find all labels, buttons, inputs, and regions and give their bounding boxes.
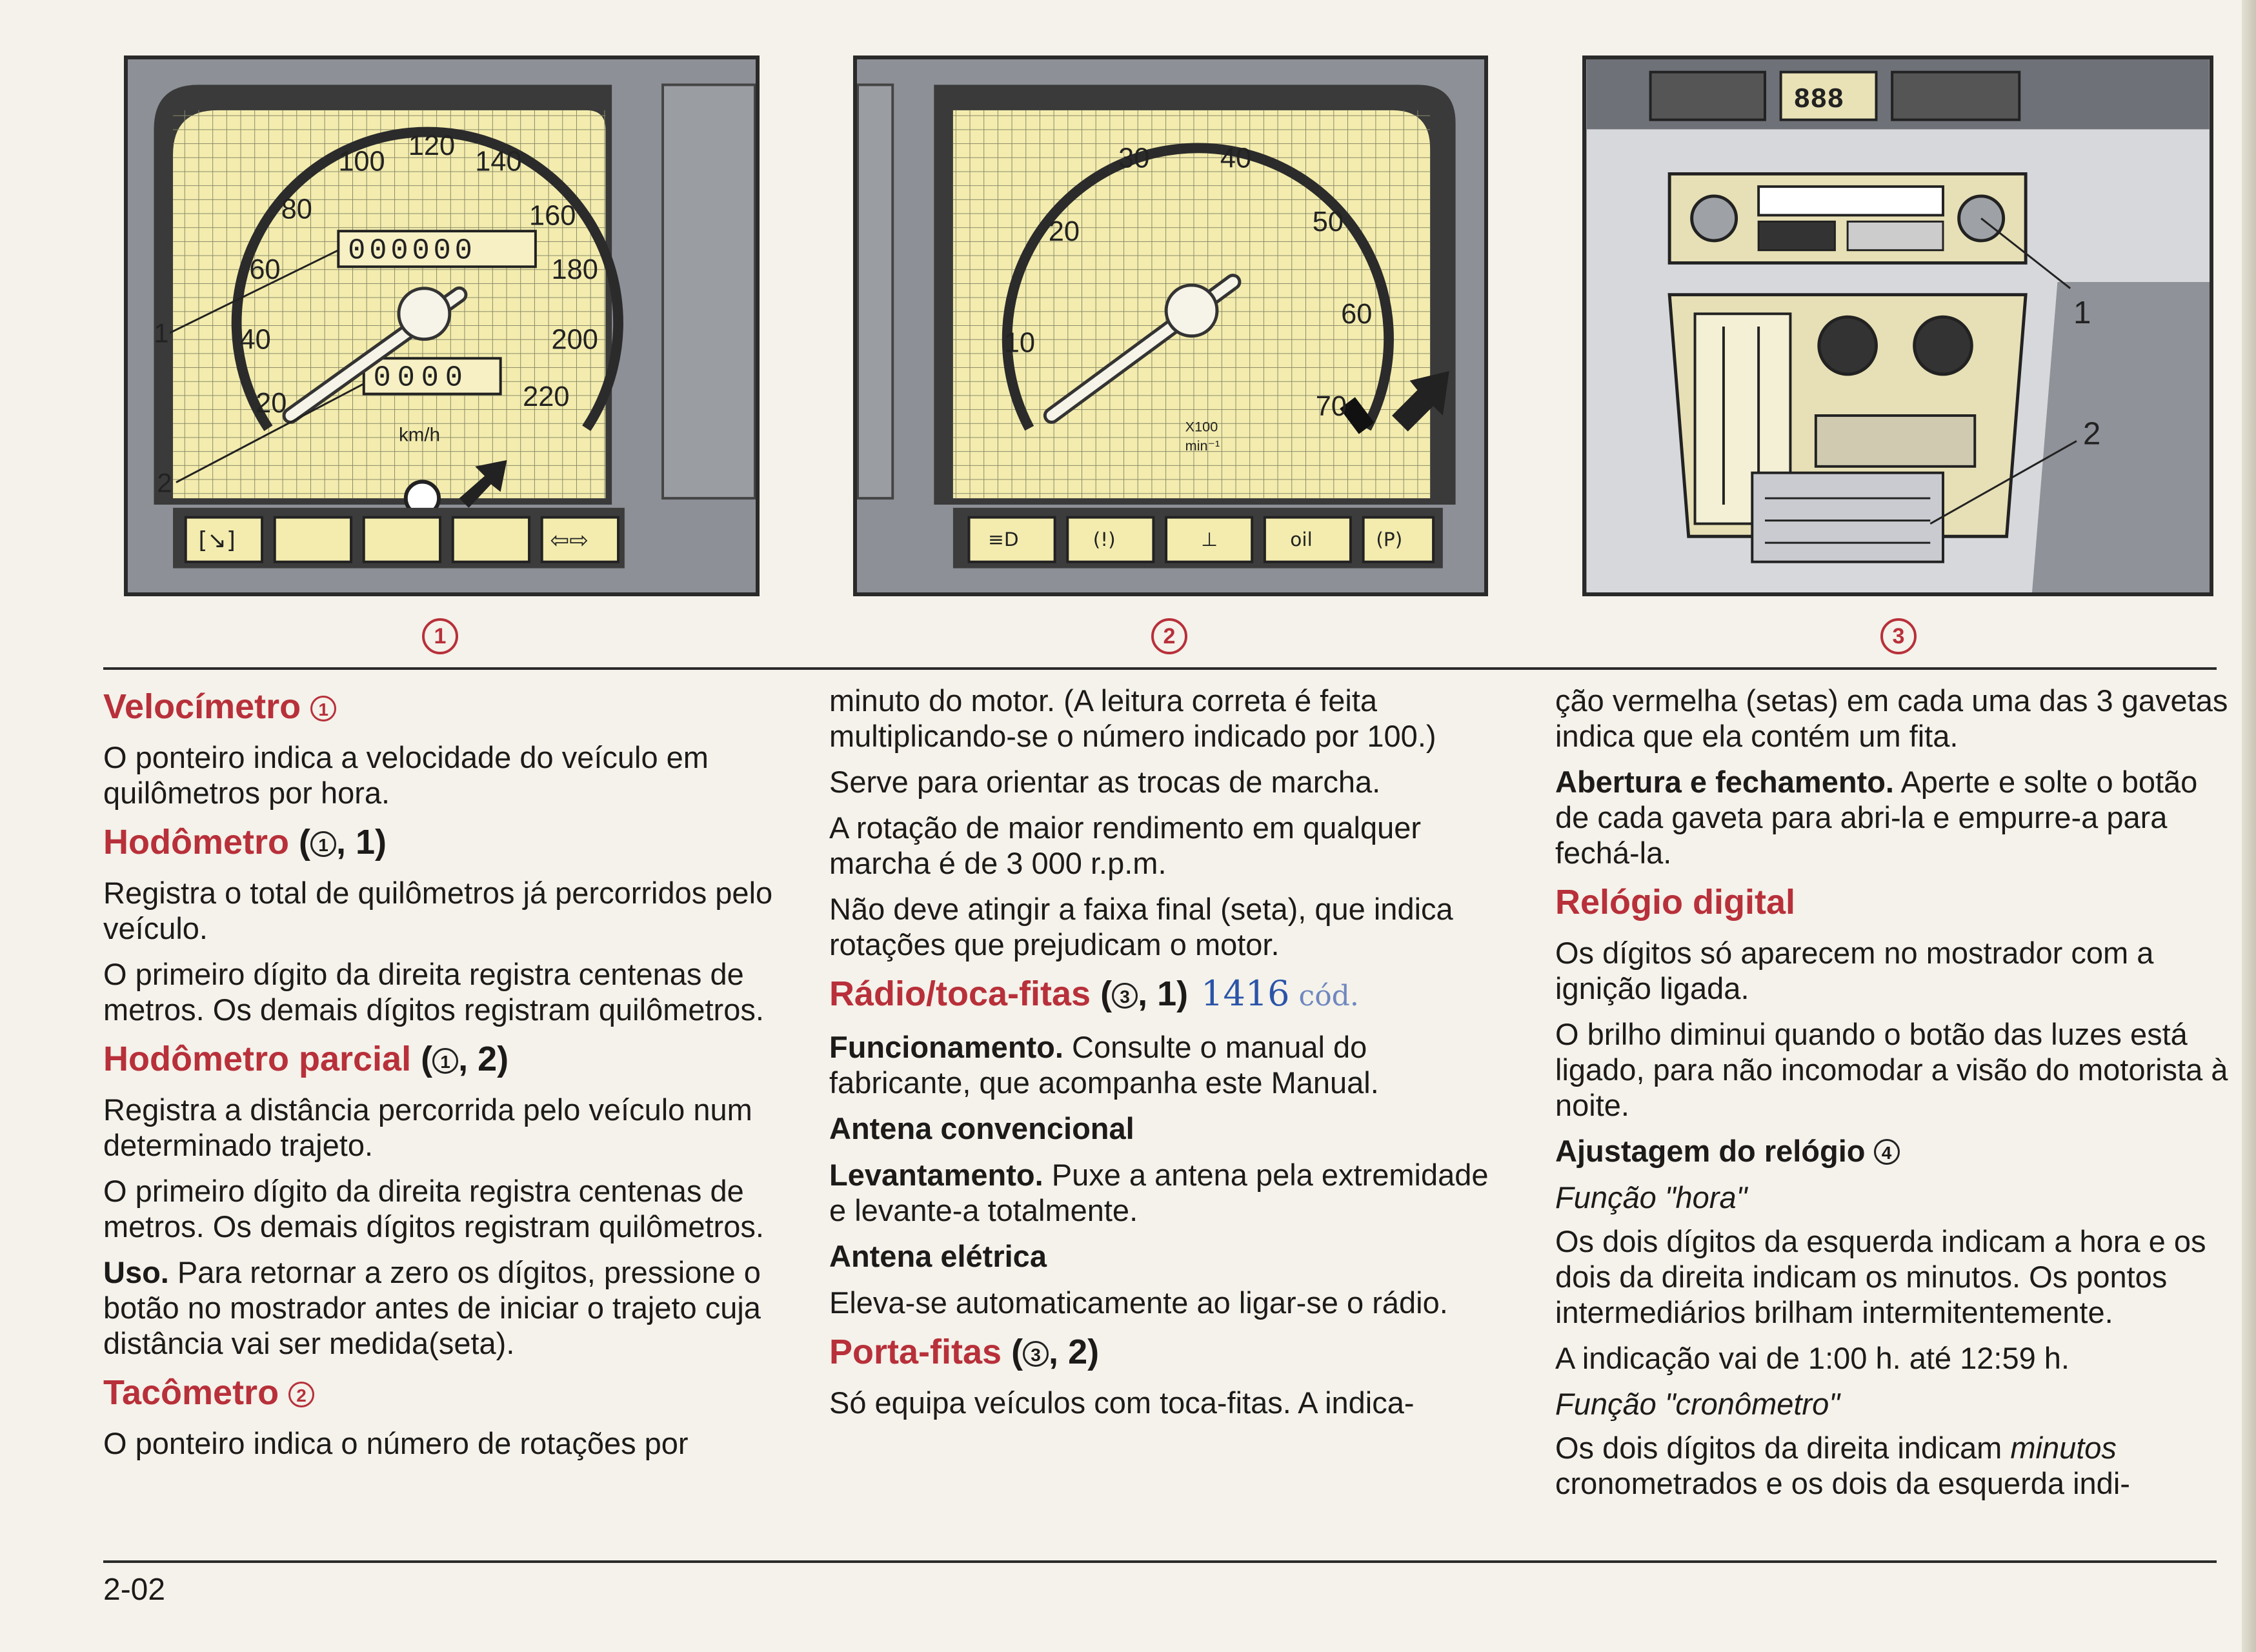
bottom-rule: [103, 1560, 2217, 1563]
speed-unit: km/h: [398, 424, 441, 446]
rpm-tick: 50: [1312, 206, 1344, 238]
console-illustration: [1586, 59, 2210, 592]
figure-ref: 1: [432, 1048, 458, 1074]
speedometer-illustration: [128, 59, 756, 592]
figure-number: 2: [1151, 618, 1187, 654]
paragraph: A rotação de maior rendimento em qualquer marcha é de 3 000 r.p.m.: [829, 811, 1422, 880]
heading-ajustagem: Ajustagem do relógio 4: [1555, 1133, 2239, 1169]
figure-number: 3: [1880, 618, 1917, 654]
button-label: ⇦⇨: [550, 527, 589, 554]
speed-tick: 200: [551, 324, 598, 356]
paragraph: Abertura e fechamento. Aperte e solte o botão de cada gaveta para abri-la e empurre-a para fechá-la.: [1555, 765, 2198, 870]
paragraph: O brilho diminui quando o botão das luzes está ligado, para não incomodar a visão do motorista à noite.: [1555, 1017, 2228, 1122]
lamp-label: (!): [1093, 529, 1116, 551]
handwritten-code: 1416: [1201, 973, 1290, 1014]
paragraph: Só equipa veículos com toca-fitas. A indica-: [829, 1385, 1415, 1420]
paragraph: Os dígitos só aparecem no mostrador com a ignição ligada.: [1555, 936, 2154, 1005]
rpm-tick: 40: [1220, 143, 1252, 174]
heading-radio: Rádio/toca-fitas ( 3 , 1) 1416 cód.: [829, 973, 1359, 1014]
speed-tick: 80: [281, 194, 312, 225]
paragraph: O primeiro dígito da direita registra centenas de metros. Os demais dígitos registram quilômetros.: [103, 957, 764, 1027]
figure-ref: 3: [1023, 1341, 1049, 1367]
heading-velocimetro: Velocímetro 1: [103, 685, 787, 728]
rpm-unit: min⁻¹: [1185, 438, 1220, 454]
page-number: 2-02: [103, 1573, 166, 1607]
speed-tick: 220: [523, 381, 570, 413]
callout-number: 1: [154, 318, 169, 348]
speed-tick: 20: [256, 388, 287, 419]
paragraph: Eleva-se automaticamente ao ligar-se o rádio.: [829, 1285, 1448, 1320]
clock-display: 888: [1793, 84, 1844, 116]
heading-tacometro: Tacômetro 2: [103, 1371, 787, 1414]
heading-relogio-digital: Relógio digital: [1555, 883, 1795, 922]
callout-number: 2: [157, 468, 172, 498]
speed-tick: 40: [239, 324, 271, 356]
heading-antena-eletrica: Antena elétrica: [829, 1239, 1047, 1273]
figure-ref: 2: [288, 1382, 314, 1407]
lamp-label: ≡D: [988, 529, 1019, 551]
subheading-funcao-cronometro: Função "cronômetro": [1555, 1387, 1840, 1421]
speed-tick: 60: [249, 254, 281, 286]
rpm-tick: 70: [1315, 390, 1347, 422]
rpm-tick: 30: [1118, 143, 1150, 174]
heading-hodometro: Hodômetro ( 1 , 1): [103, 823, 387, 861]
heading-hodometro-parcial: Hodômetro parcial ( 1 , 2): [103, 1040, 509, 1078]
column-1: [103, 683, 787, 1471]
paragraph: Registra o total de quilômetros já percorridos pelo veículo.: [103, 876, 773, 945]
rpm-tick: 20: [1048, 216, 1080, 247]
page-binding-edge: [2242, 0, 2256, 1652]
speed-tick: 140: [475, 146, 522, 177]
paragraph: Uso. Para retornar a zero os dígitos, pressione o botão no mostrador antes de iniciar o trajeto cuja distância vai ser medida(seta).: [103, 1255, 761, 1360]
figure-ref: 3: [1112, 983, 1138, 1009]
figure-center-console: [1582, 55, 2213, 596]
figure-speedometer: [124, 55, 760, 596]
paragraph: O ponteiro indica o número de rotações por: [103, 1426, 689, 1460]
callout-number: 1: [2073, 295, 2091, 331]
lamp-label: oil: [1290, 529, 1313, 551]
speed-tick: 180: [551, 254, 598, 286]
paragraph: ção vermelha (setas) em cada uma das 3 gavetas indica que ela contém um fita.: [1555, 683, 2228, 753]
callout-number: 2: [2082, 416, 2101, 452]
top-rule: [103, 667, 2217, 670]
tachometer-illustration: [857, 59, 1484, 592]
lamp-label: (P): [1376, 529, 1403, 551]
paragraph: A indicação vai de 1:00 h. até 12:59 h.: [1555, 1341, 2070, 1375]
paragraph: Levantamento. Puxe a antena pela extremidade e levante-a totalmente.: [829, 1158, 1489, 1227]
lamp-label: ⊥: [1201, 529, 1218, 551]
paragraph: Não deve atingir a faixa final (seta), que indica rotações que prejudicam o motor.: [829, 892, 1453, 962]
odometer-digits: 000000: [348, 234, 476, 268]
paragraph: minuto do motor. (A leitura correta é feita multiplicando-se o número indicado por 100.): [829, 683, 1436, 753]
trip-digits: 0000: [373, 361, 469, 395]
figure-ref: 1: [310, 696, 336, 721]
subheading-funcao-hora: Função "hora": [1555, 1180, 1747, 1214]
figure-ref: 4: [1874, 1139, 1900, 1165]
heading-antena-convencional: Antena convencional: [829, 1111, 1134, 1145]
figure-ref: 1: [310, 831, 336, 857]
heading-porta-fitas: Porta-fitas ( 3 , 2): [829, 1333, 1100, 1371]
paragraph: O primeiro dígito da direita registra centenas de metros. Os demais dígitos registram quilômetros.: [103, 1174, 764, 1244]
paragraph: Os dois dígitos da direita indicam minutos cronometrados e os dois da esquerda indi-: [1555, 1431, 2130, 1500]
figure-number: 1: [422, 618, 458, 654]
button-label: [↘]: [198, 527, 236, 554]
paragraph: Registra a distância percorrida pelo veículo num determinado trajeto.: [103, 1093, 752, 1162]
paragraph: O ponteiro indica a velocidade do veículo em quilômetros por hora.: [103, 740, 709, 810]
figure-tachometer: [853, 55, 1488, 596]
speed-tick: 100: [338, 146, 385, 177]
rpm-tick: 60: [1341, 299, 1373, 330]
rpm-multiplier: X100: [1185, 418, 1218, 435]
paragraph: Os dois dígitos da esquerda indicam a hora e os dois da direita indicam os minutos. Os pontos intermediários brilham intermitentemente.: [1555, 1224, 2206, 1329]
rpm-tick: 10: [1003, 327, 1035, 359]
paragraph: Funcionamento. Consulte o manual do fabricante, que acompanha este Manual.: [829, 1030, 1379, 1100]
speed-tick: 160: [529, 200, 576, 232]
handwritten-note: cód.: [1298, 980, 1359, 1012]
column-2: [829, 683, 1513, 1431]
paragraph: Serve para orientar as trocas de marcha.: [829, 765, 1381, 799]
column-3: [1555, 683, 2239, 1511]
speed-tick: 120: [408, 130, 456, 161]
